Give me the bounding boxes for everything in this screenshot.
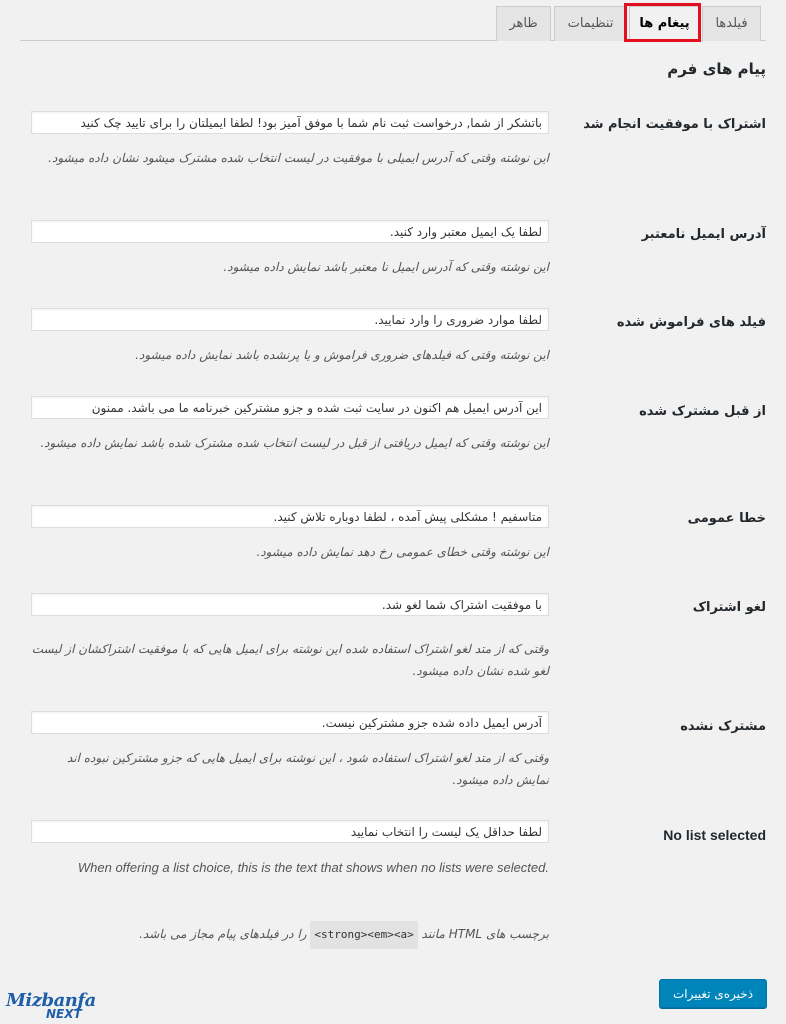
- field-description: این نوشته وقتی خطای عمومی رخ دهد نمایش داده میشود.: [256, 545, 549, 559]
- field-label: فیلد های فراموش شده: [616, 315, 766, 330]
- tab-messages[interactable]: پیغام ها: [629, 6, 700, 42]
- general-error-input[interactable]: [31, 505, 549, 528]
- logo-text: Mizbanfa: [6, 990, 96, 1011]
- subscribed-message-input[interactable]: [31, 111, 549, 134]
- tab-bar: [20, 0, 766, 41]
- logo-subtext: NEXT: [46, 1007, 82, 1021]
- field-label: آدرس ایمیل نامعتبر: [641, 227, 766, 242]
- allowed-tags-code: <strong><em><a>: [310, 921, 417, 949]
- unsubscribed-input[interactable]: [31, 593, 549, 616]
- field-description: وقتی که از متد لغو اشتراک استفاده شود ، این نوشته برای ایمیل هایی که جزو مشترکین نبوده اند نمایش داده میشود.: [66, 751, 549, 787]
- field-description: When offering a list choice, this is the text that shows when no lists were selected.: [77, 860, 549, 875]
- tab-settings[interactable]: تنظیمات: [554, 6, 627, 41]
- note-text-after: را در فیلدهای پیام مجاز می باشد.: [139, 927, 307, 941]
- save-changes-button[interactable]: ذخیره‌ی تغییرات: [659, 979, 767, 1008]
- field-label: No list selected: [663, 827, 766, 843]
- field-description: این نوشته وقتی که ایمیل دریافتی از قبل در لیست انتخاب شده مشترک شده باشد نمایش داده میشود.: [40, 436, 549, 450]
- already-subscribed-input[interactable]: [31, 396, 549, 419]
- tab-fields[interactable]: فیلدها: [702, 6, 761, 41]
- required-missing-input[interactable]: [31, 308, 549, 331]
- no-list-selected-input[interactable]: [31, 820, 549, 843]
- page-title: پیام های فرم: [667, 60, 766, 78]
- field-description: این نوشته وقتی که فیلدهای ضروری فراموش و یا پرنشده باشد نمایش داده میشود.: [135, 348, 549, 362]
- mizbanfa-logo: [6, 990, 96, 1024]
- allowed-html-note: [31, 921, 549, 949]
- field-description: وقتی که از متد لغو اشتراک استفاده شده این نوشته برای ایمیل هایی که با موفقیت اشتراکشان از لیست لغو شده نشان داده میشود.: [31, 642, 549, 678]
- field-label: خطا عمومی: [687, 511, 766, 526]
- not-subscribed-input[interactable]: [31, 711, 549, 734]
- invalid-email-input[interactable]: [31, 220, 549, 243]
- field-label: از قبل مشترک شده: [639, 404, 766, 419]
- field-label: اشتراک با موفقیت انجام شد: [583, 117, 766, 132]
- field-label: مشترک نشده: [680, 719, 766, 734]
- tab-appearance[interactable]: ظاهر: [496, 6, 551, 41]
- note-text-before: برچسب های HTML مانند: [421, 927, 549, 941]
- field-label: لغو اشتراک: [692, 600, 766, 615]
- field-description: این نوشته وقتی که آدرس ایمیل نا معتبر باشد نمایش داده میشود.: [223, 260, 549, 274]
- field-description: این نوشته وقتی که آدرس ایمیلی با موفقیت در لیست انتخاب شده مشترک میشود نشان داده میشود.: [48, 151, 549, 165]
